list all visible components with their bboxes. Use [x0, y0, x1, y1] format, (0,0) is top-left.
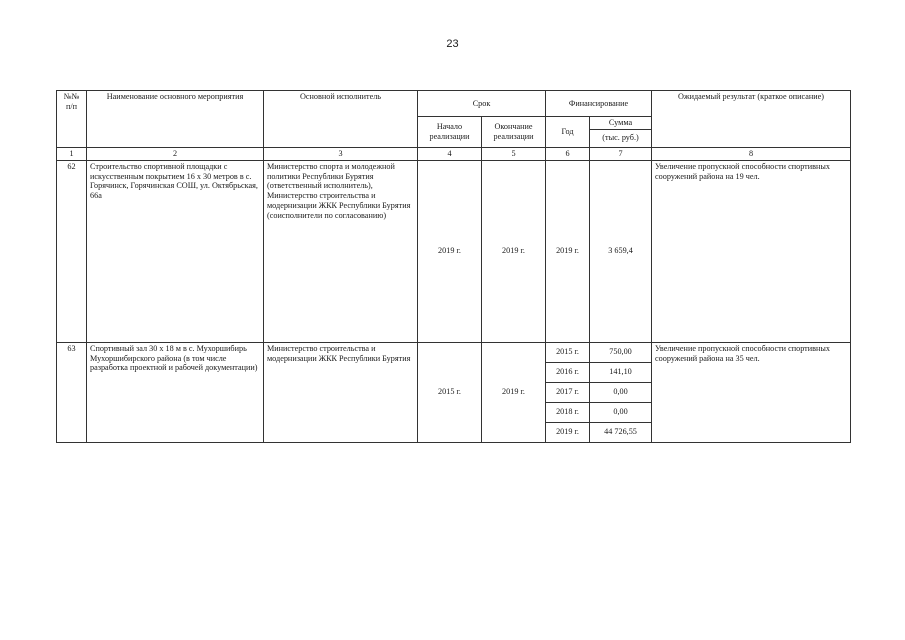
- financing-sum: 0,00: [590, 382, 652, 402]
- row-number: 62: [57, 160, 87, 342]
- measures-table: [56, 90, 851, 443]
- header-name: Наименование основного мероприятия: [87, 91, 264, 148]
- start-year: 2019 г.: [418, 160, 482, 342]
- header-result: Ожидаемый результат (краткое описание): [652, 91, 851, 148]
- header-sum-unit: (тыс. руб.): [590, 129, 652, 147]
- column-number: 7: [590, 147, 652, 160]
- header-term: Срок: [418, 91, 546, 117]
- financing-sum: 3 659,4: [590, 160, 652, 342]
- measure-name: Спортивный зал 30 х 18 м в с. Мухоршибирь Мухоршибирского района (в том числе разработка проектной и рабочей документации): [87, 342, 264, 442]
- financing-year: 2015 г.: [546, 342, 590, 362]
- row-number: 63: [57, 342, 87, 442]
- column-number: 8: [652, 147, 851, 160]
- column-number: 1: [57, 147, 87, 160]
- financing-sum: 0,00: [590, 402, 652, 422]
- financing-year: 2016 г.: [546, 362, 590, 382]
- start-year: 2015 г.: [418, 342, 482, 442]
- page-number: 23: [446, 38, 459, 50]
- financing-year: 2019 г.: [546, 160, 590, 342]
- end-year: 2019 г.: [482, 342, 546, 442]
- financing-sum: 44 726,55: [590, 422, 652, 442]
- financing-year: 2018 г.: [546, 402, 590, 422]
- financing-year: 2017 г.: [546, 382, 590, 402]
- header-executor: Основной исполнитель: [264, 91, 418, 148]
- expected-result: Увеличение пропускной способности спортивных сооружений района на 35 чел.: [652, 342, 851, 442]
- column-number: 4: [418, 147, 482, 160]
- header-row-1: [57, 91, 851, 117]
- end-year: 2019 г.: [482, 160, 546, 342]
- executor: Министерство строительства и модернизации ЖКК Республики Бурятия: [264, 342, 418, 442]
- column-numbers-row: [57, 147, 851, 160]
- header-sum: Сумма: [590, 117, 652, 130]
- header-term-end: Окончание реализации: [482, 117, 546, 148]
- financing-year: 2019 г.: [546, 422, 590, 442]
- expected-result: Увеличение пропускной способности спортивных сооружений района на 19 чел.: [652, 160, 851, 342]
- financing-sum: 141,10: [590, 362, 652, 382]
- header-year: Год: [546, 117, 590, 148]
- column-number: 6: [546, 147, 590, 160]
- column-number: 3: [264, 147, 418, 160]
- header-no: №№ п/п: [57, 91, 87, 148]
- column-number: 2: [87, 147, 264, 160]
- measure-name: Строительство спортивной площадки с искусственным покрытием 16 х 30 метров в с. Горячинск, Горячинская СОШ, ул. Октябрьская, 66а: [87, 160, 264, 342]
- financing-sum: 750,00: [590, 342, 652, 362]
- table-row: [57, 160, 851, 342]
- header-term-start: Начало реализации: [418, 117, 482, 148]
- header-financing: Финансирование: [546, 91, 652, 117]
- column-number: 5: [482, 147, 546, 160]
- table-row: [57, 342, 851, 362]
- executor: Министерство спорта и молодежной политики Республики Бурятия (ответственный исполнитель), Министерство строительства и модернизации ЖКК Республики Бурятия (соисполнители по согласованию): [264, 160, 418, 342]
